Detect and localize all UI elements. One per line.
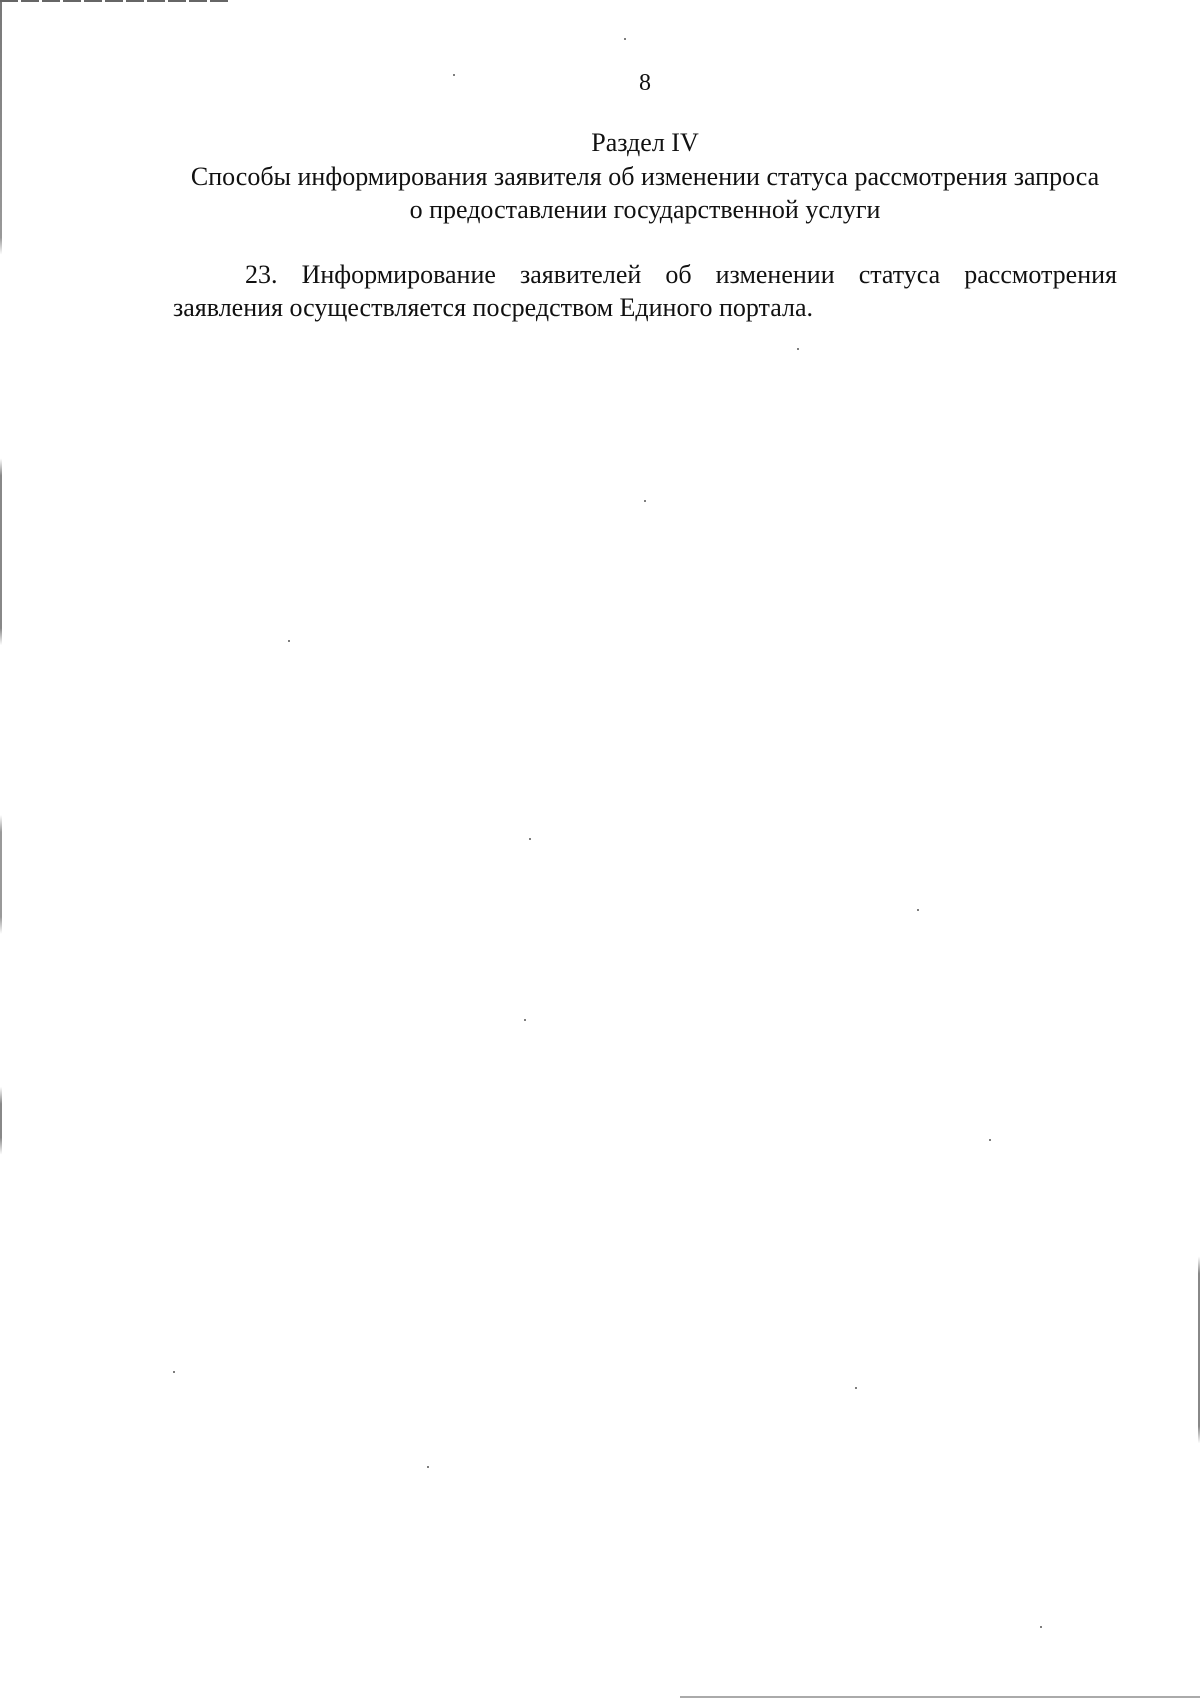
scan-speck	[524, 1019, 526, 1021]
page-number: 8	[639, 70, 651, 96]
scan-speck	[989, 1139, 991, 1141]
scan-speck	[427, 1466, 429, 1468]
scan-speck	[644, 500, 646, 502]
section-label: Раздел IV	[591, 128, 699, 157]
paragraph-23: 23. Информирование заявителей об изменении статуса рассмотрения заявления осуществляется посредством Единого портала.	[173, 260, 1117, 322]
scan-speck	[917, 909, 919, 911]
scan-speck	[855, 1387, 857, 1389]
scan-speck	[288, 640, 290, 642]
scan-speck	[173, 1371, 175, 1373]
scan-speck	[529, 838, 531, 840]
scan-edge-left	[0, 0, 2, 1698]
scan-speck	[797, 348, 799, 350]
section-title: Способы информирования заявителя об изменении статуса рассмотрения запроса о предоставлении государственной услуги	[190, 162, 1100, 224]
scan-speck	[1040, 1626, 1042, 1628]
scan-edge-top	[0, 0, 230, 2]
scan-speck	[624, 38, 626, 40]
